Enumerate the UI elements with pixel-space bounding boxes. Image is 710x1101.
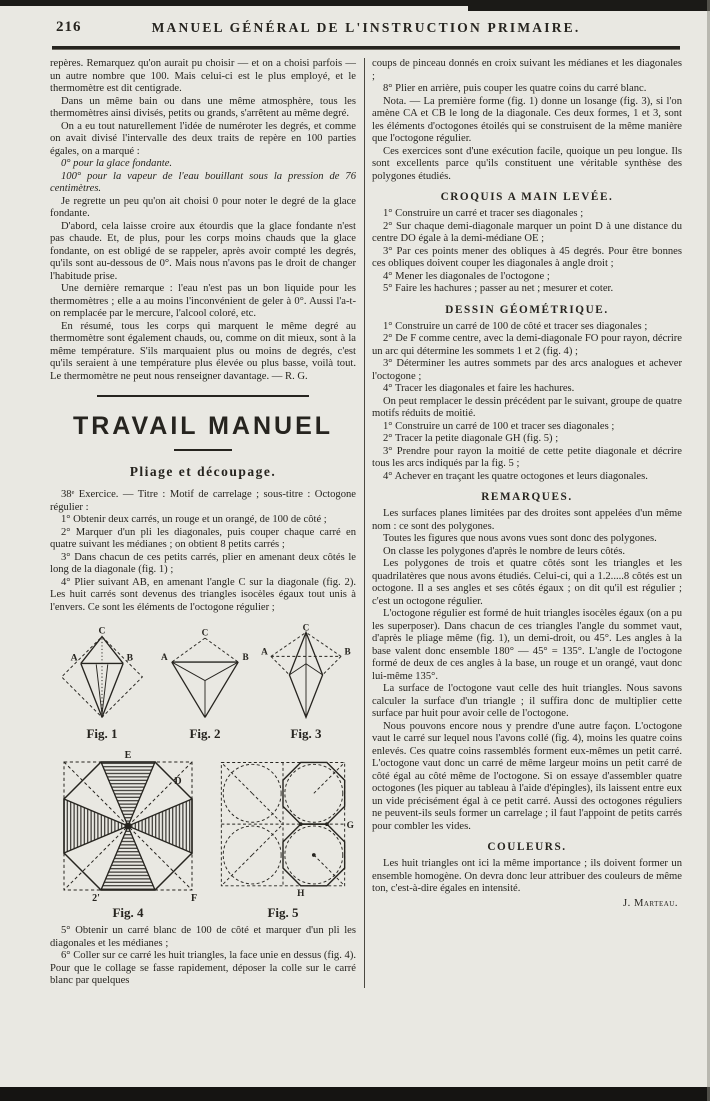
exercise-step: 6° Coller sur ce carré les huit triangles, la face unie en dessus (fig. 4). Pour que le collage se fasse rapidement, déposer la colle sur le carré blanc par quelques (50, 950, 356, 986)
section-subtitle: Pliage et découpage. (129, 464, 277, 479)
paragraph: Je regrette un peu qu'on ait choisi 0 pour noter le degré de la glace fondante. (50, 195, 356, 219)
exercise-step: 8° Plier en arrière, puis couper les quatre coins du carré blanc. (383, 83, 647, 94)
paragraph: D'abord, cela laisse croire aux étourdis que la glace fondante n'est pas chaude. Et, de plus, pour les corps moins chauds que la glace fondante, on est obligé de se rappeler, après avoir compté les degrés, qu'ils sont au-dessous de 0°. Mais nous n'avons pas le droit de changer l'habitude prise. (50, 220, 356, 282)
vertex-label: A (161, 652, 168, 663)
left-column (50, 58, 356, 988)
figure-caption: Fig. 4 (112, 905, 144, 920)
paragraph: Une dernière remarque : l'eau n'est pas un bon liquide pour les thermomètres ; elle a au moins l'inconvénient de geler à 0°. Aussi l'a-t-on remplacée par le mercure, l'alcool coloré, etc. (50, 283, 356, 319)
dessin-step: 4° Achever en traçant les quatre octogones et leurs diagonales. (383, 470, 648, 482)
heading-couleurs: COULEURS. (487, 841, 567, 853)
heading-remarques: REMARQUES. (481, 491, 573, 503)
croquis-step: 4° Mener les diagonales de l'octogone ; (383, 270, 550, 282)
dessin-step: 3° Prendre pour rayon la moitié de cette petite diagonale et décrire tous les arcs indiqués par la fig. 5 ; (372, 445, 682, 469)
section-title: TRAVAIL MANUEL (72, 412, 334, 440)
dessin-step: 4° Tracer les diagonales et faire les hachures. (383, 383, 575, 394)
figure-1-diagram (52, 625, 152, 725)
heading-croquis: CROQUIS A MAIN LEVÉE. (440, 191, 614, 203)
paragraph: Les polygones de trois et quatre côtés sont les triangles et les quadrilatères que nous avons étudiés. Celui-ci, qui a 1.2.....8 côtés est un octogone. Il a ses angles et ses côtés égaux ; on dit qu'il est régulier ; c'est un octogone régulier. (372, 558, 682, 607)
paragraph: Les surfaces planes limitées par des droites sont appelées d'un même nom : ce sont des polygones. (372, 508, 682, 532)
exercise-step: 2° Marquer d'un pli les diagonales, puis couper chaque carré en quatre suivant les médianes ; on obtient 8 petits carrés ; (50, 526, 356, 550)
vertex-label: C (98, 625, 106, 637)
paragraph: On a eu tout naturellement l'idée de numéroter les degrés, et comme on avait divisé l'intervalle des deux traits de repère en 100 parties égales, on a marqué : (50, 120, 356, 157)
section-rule-short (174, 449, 232, 451)
paragraph: On peut remplacer le dessin précédent par le suivant, groupe de quatre motifs réduits de moitié. (372, 395, 682, 419)
figure-2-diagram (157, 625, 253, 725)
vertex-label: A (261, 646, 268, 657)
figure-4 (52, 748, 204, 921)
paragraph: coups de pinceau donnés en croix suivant les médianes et les diagonales ; (372, 58, 682, 82)
page-number: 216 (56, 19, 82, 35)
exercise-step: 1° Obtenir deux carrés, un rouge et un orangé, de 100 de côté ; (61, 514, 327, 525)
paragraph: On classe les polygones d'après le nombre de leurs côtés. (383, 545, 625, 557)
dessin-step: 3° Déterminer les autres sommets par des arcs analogues et achever l'octogone ; (372, 358, 682, 382)
figure-row-1-to-3 (52, 621, 354, 742)
two-column-layout (50, 58, 682, 988)
section-rule (97, 395, 309, 397)
figure-row-4-to-5 (52, 748, 354, 921)
figure-caption: Fig. 1 (86, 726, 118, 741)
vertex-label: E (124, 750, 132, 761)
croquis-step: 2° Sur chaque demi-diagonale marquer un point D à une distance du centre DO égale à la demi-médiane OE ; (372, 220, 682, 244)
column-divider (364, 58, 365, 988)
paragraph: Dans un même bain ou dans une même atmosphère, tous les thermomètres ainsi divisés, petits ou grands, s'arrêtent au même degré. (50, 95, 356, 119)
figure-caption: Fig. 3 (290, 726, 322, 741)
vertex-label: C (302, 622, 310, 633)
exercise-step: 4° Plier suivant AB, en amenant l'angle C sur la diagonale (fig. 2). Les huit carrés sont devenus des triangles isocèles égaux tout unis à l'envers. Ce sont les éléments de l'octogone régulier ; (50, 576, 356, 613)
paragraph: Les huit triangles ont ici la même importance ; ils doivent former un ensemble homogène. On devra donc leur attribuer des couleurs de même ton, c'est-à-dire égales en intensité. (372, 858, 682, 894)
vertex-label: F (190, 893, 198, 904)
paragraph: Nous pouvons encore nous y prendre d'une autre façon. L'octogone vaut le carré sur lequel nous l'avons collé (fig. 4), moins les quatre coins enlevés. Ces quatre coins rassemblés forment eux-mêmes un petit carré. L'octogone vaut donc un carré de même largeur moins un petit carré de côté égal au côté même de l'octogone. Si on essaye d'assembler quatre octogones (les piquer au tableau à l'aide d'épingles), ils laissent entre eux un vide précisément égal à ce petit carré. Aussi des octogones réguliers ne peuvent-ils seuls former un carrelage ; il faut l'appoint de petits carrés pour combler les vides. (372, 720, 682, 832)
vertex-label: B (126, 652, 134, 664)
scan-artifact-bottom-band (0, 1087, 710, 1101)
paragraph: 100° pour la vapeur de l'eau bouillant sous la pression de 76 centimètres. (50, 170, 356, 194)
vertex-label: B (344, 646, 351, 657)
croquis-step: 3° Par ces points mener des obliques à 45 degrés. Pour être bonnes ces obliques doivent couper les diagonales à angle droit ; (372, 245, 682, 269)
heading-dessin: DESSIN GÉOMÉTRIQUE. (445, 303, 609, 316)
paragraph: Toutes les figures que nous avons vues sont donc des polygones. (383, 533, 657, 544)
dessin-step: 1° Construire un carré de 100 et tracer ses diagonales ; (383, 420, 615, 432)
figure-1 (52, 625, 152, 742)
right-column (372, 58, 682, 988)
figure-2 (157, 625, 253, 742)
dessin-step: 1° Construire un carré de 100 de côté et tracer ses diagonales ; (383, 320, 648, 332)
croquis-step: 5° Faire les hachures ; passer au net ; mesurer et coter. (383, 283, 614, 294)
vertex-label: A (70, 652, 78, 664)
nota-paragraph: Nota. — La première forme (fig. 1) donne un losange (fig. 3), si l'on amène CA et CB le long de la diagonale. Ces deux formes, 1 et 3, sont les éléments d'octogones étoilés qui se construisent de la même manière que l'octogone régulier. (372, 95, 682, 144)
page-header (50, 16, 682, 42)
paragraph: 0° pour la glace fondante. (61, 158, 173, 169)
figure-3-diagram (258, 621, 354, 725)
vertex-label: B (242, 652, 249, 663)
page-title: MANUEL GÉNÉRAL DE L'INSTRUCTION PRIMAIRE. (151, 20, 581, 35)
croquis-step: 1° Construire un carré et tracer ses diagonales ; (383, 208, 584, 219)
paragraph: Ces exercices sont d'une exécution facile, quoique un peu longue. Ils sont excellents parce qu'ils constituent une véritable synthèse des polygones étudiés. (372, 145, 682, 182)
author-signature: J. Marteau. (623, 897, 678, 909)
paragraph: La surface de l'octogone vaut celle des huit triangles. Nous savons calculer la surface d'un triangle ; il suffira donc de multiplier cette surface par huit pour avoir celle de l'octogone. (372, 683, 682, 719)
paragraph: repères. Remarquez qu'on aurait pu choisir — et on a choisi parfois — un autre nombre que 100. Mais celui-ci est le plus employé, et le thermomètre est dit centigrade. (50, 58, 356, 94)
vertex-label: 2' (92, 893, 100, 904)
figure-caption: Fig. 5 (267, 905, 299, 920)
paragraph: En résumé, tous les corps qui marquent le même degré au thermomètre sont également chauds, ou, comme on dit mieux, sont à la même température. S'ils marquaient plus ou moins de degrés, c'est qu'ils seraient à une température plus élevée ou plus basse, voilà tout. Le thermomètre ne peut nous renseigner davantage. — R. G. (50, 320, 356, 382)
paragraph: L'octogone régulier est formé de huit triangles isocèles égaux (on a pu les superposer). Dans chacun de ces triangles l'angle du sommet vaut, d'après le pliage même (fig. 1), un demi-droit, ou 45°. Les angles à la base valent donc ensemble 180° — 45° = 135°. L'angle de l'octogone formé de deux de ces angles à la base, un rouge et un orangé, vaut donc lui-même 135°. (372, 608, 682, 682)
figure-3 (258, 621, 354, 742)
exercise-intro: 38ᵉ Exercice. — Titre : Motif de carrelage ; sous-titre : Octogone régulier : (50, 489, 356, 513)
vertex-label: H (297, 889, 305, 900)
figure-5 (212, 748, 354, 921)
figure-5-diagram (212, 748, 354, 904)
figure-caption: Fig. 2 (189, 726, 221, 741)
dessin-step: 2° Tracer la petite diagonale GH (fig. 5) ; (383, 433, 559, 444)
vertex-label: G (346, 820, 354, 831)
dessin-step: 2° De F comme centre, avec la demi-diagonale FO pour rayon, décrire un arc qui détermine les sommets 1 et 2 (fig. 4) ; (372, 333, 682, 357)
exercise-step: 3° Dans chacun de ces petits carrés, plier en amenant deux côtés le long de la diagonale (fig. 1) ; (50, 551, 356, 575)
vertex-label: D (174, 776, 182, 787)
figure-4-diagram (52, 748, 204, 904)
exercise-step: 5° Obtenir un carré blanc de 100 de côté et marquer d'un pli les diagonales et les médianes ; (50, 925, 356, 949)
header-rule (52, 46, 680, 50)
vertex-label: C (201, 627, 209, 638)
